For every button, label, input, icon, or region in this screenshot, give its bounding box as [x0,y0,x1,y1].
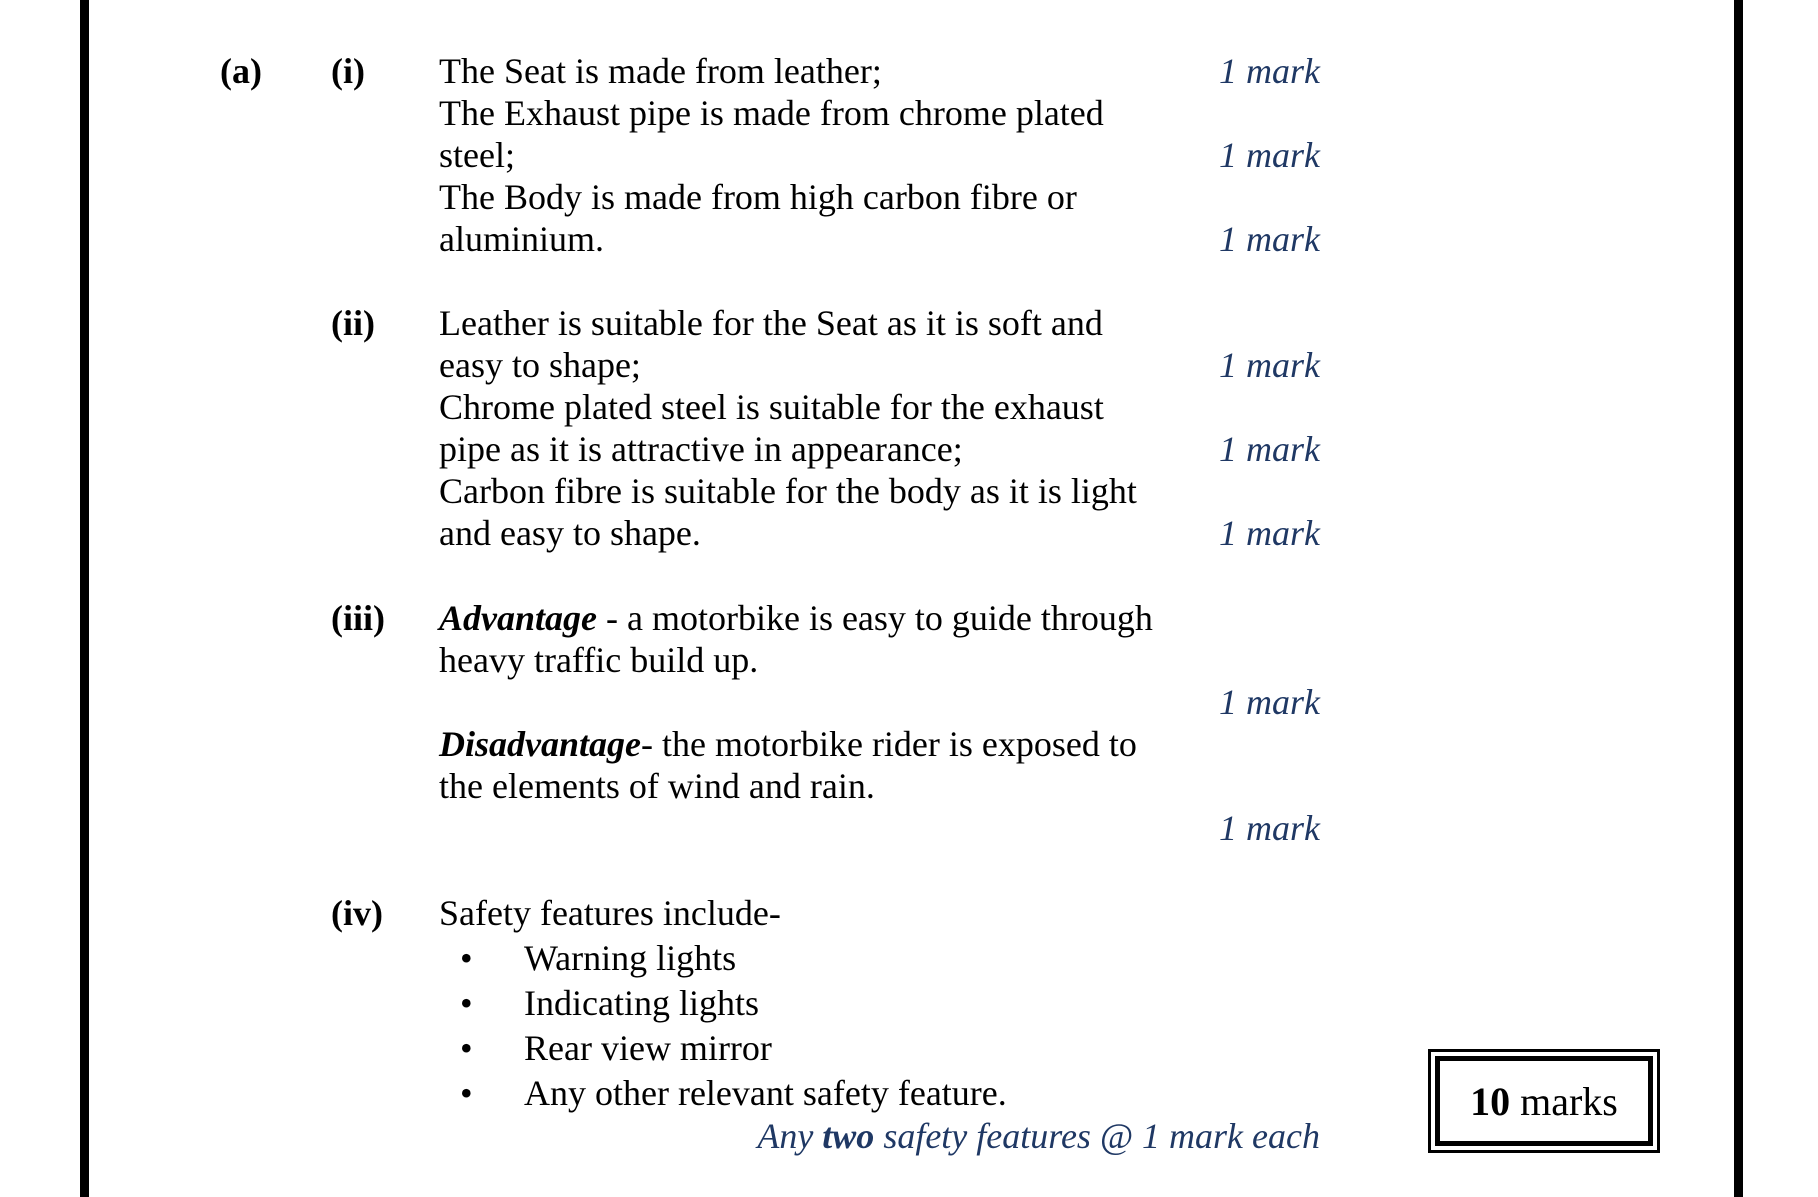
marking-note [620,1115,1320,1157]
total-marks-number: 10 [1470,1078,1511,1124]
marking-note-bold: two [822,1116,875,1156]
sub-i-line: The Body is made from high carbon fibre or [439,177,1077,217]
sub-ii-line: pipe as it is attractive in appearance; [439,429,963,469]
mark-award: 1 mark [1219,682,1320,722]
total-marks-unit: marks [1510,1078,1618,1124]
part-a-label: (a) [220,51,262,91]
advantage-line-2: heavy traffic build up. [439,640,759,680]
sub-ii-line: Carbon fibre is suitable for the body as it is light [439,471,1137,511]
sub-i-line: aluminium. [439,219,604,259]
disadvantage-line-2: the elements of wind and rain. [439,766,875,806]
bullet-icon: • [460,983,473,1023]
total-marks-box [1428,1049,1660,1153]
advantage-text: - a motorbike is easy to guide through [597,598,1153,638]
total-marks-inner [1435,1056,1653,1146]
mark-award: 1 mark [1219,513,1320,553]
advantage-term: Advantage [439,598,597,638]
bullet-icon: • [460,1073,473,1113]
disadvantage-term: Disadvantage [439,724,641,764]
sub-i-line: The Seat is made from leather; [439,51,882,91]
mark-award: 1 mark [1219,219,1320,259]
sub-iv-label: (iv) [331,893,383,933]
mark-award: 1 mark [1219,345,1320,385]
list-item-text: Indicating lights [524,983,759,1023]
sub-i-label: (i) [331,51,365,91]
sub-ii-label: (ii) [331,303,375,343]
sub-i-line: The Exhaust pipe is made from chrome plated [439,93,1104,133]
marking-note-pre: Any [757,1116,823,1156]
disadvantage-text: - the motorbike rider is exposed to [641,724,1137,764]
sub-iii-label: (iii) [331,598,385,638]
sub-ii-line: easy to shape; [439,345,641,385]
advantage-line [439,597,1153,639]
mark-award: 1 mark [1219,135,1320,175]
mark-award: 1 mark [1219,51,1320,91]
page-border-left [80,0,89,1197]
mark-award: 1 mark [1219,808,1320,848]
sub-ii-line: Leather is suitable for the Seat as it is soft and [439,303,1103,343]
safety-intro: Safety features include- [439,893,781,933]
list-item-text: Rear view mirror [524,1028,772,1068]
sub-ii-line: Chrome plated steel is suitable for the exhaust [439,387,1104,427]
disadvantage-line [439,723,1137,765]
bullet-icon: • [460,1028,473,1068]
bullet-icon: • [460,938,473,978]
list-item-text: Any other relevant safety feature. [524,1073,1007,1113]
sub-i-line: steel; [439,135,515,175]
page-border-right [1734,0,1743,1197]
sub-ii-line: and easy to shape. [439,513,701,553]
marking-note-post: safety features @ 1 mark each [874,1116,1320,1156]
mark-award: 1 mark [1219,429,1320,469]
list-item-text: Warning lights [524,938,737,978]
